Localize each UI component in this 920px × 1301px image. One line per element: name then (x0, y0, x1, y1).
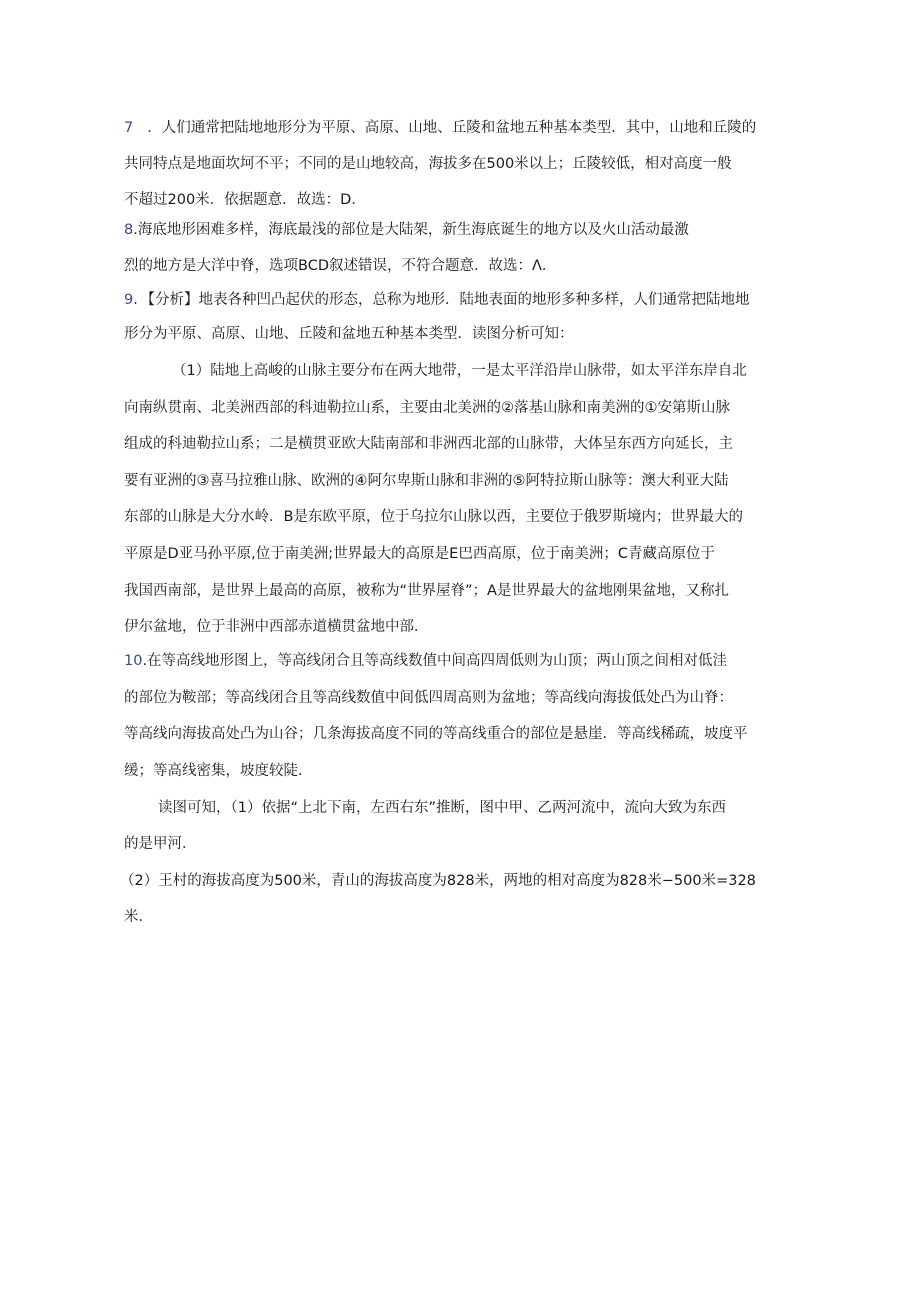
answer-9-line-8: 平原是D亚马孙平原,位于南美洲;世界最大的高原是E巴西高原，位于南美洲；C青藏高原位于 (124, 546, 715, 562)
answer-9-line-9: 我国西南部，是世界上最高的高原，被称为“世界屋脊”；A是世界最大的盆地刚果盆地，又称扎 (124, 583, 729, 599)
answer-7-line-2: 共同特点是地面坎坷不平；不同的是山地较高，海拔多在500米以上；丘陵较低，相对高度一般 (124, 156, 732, 172)
answer-10-number: 10 (124, 653, 143, 669)
answer-9-line-1: 9．【分析】地表各种凹凸起伏的形态，总称为地形．陆地表面的地形多种多样，人们通常把陆地地 (124, 292, 750, 308)
answer-7-number: 7 (124, 120, 134, 136)
answer-8-number: 8 (124, 222, 134, 238)
answer-8-line-1: 8.海底地形困难多样，海底最浅的部位是大陆架，新生海底诞生的地方以及火山活动最激 (124, 222, 689, 238)
answer-7-line-3: 不超过200米．依据题意．故选：D． (124, 192, 366, 208)
answer-10-line-1: 10.在等高线地形图上，等高线闭合且等高线数值中间高四周低则为山顶；两山顶之间相对低洼 (124, 653, 728, 669)
answer-9-line-2: 形分为平原、高原、山地、丘陵和盆地五种基本类型．读图分析可知： (124, 326, 574, 342)
answer-9-line-7: 东部的山脉是大分水岭．B是东欧平原，位于乌拉尔山脉以西，主要位于俄罗斯境内；世界最大的 (124, 509, 743, 525)
answer-10-line-7: （2）王村的海拔高度为500米，青山的海拔高度为828米，两地的相对高度为828米−500米=328 (120, 873, 756, 889)
answer-10-line-5: 读图可知，（1）依据“上北下南，左西右东”推断，图中甲、乙两河流中，流向大致为东西 (158, 800, 726, 816)
answer-9-line-4: 向南纵贯南、北美洲西部的科迪勒拉山系，主要由北美洲的②落基山脉和南美洲的①安第斯山脉 (124, 400, 730, 416)
answer-7-line-1: 7 ．人们通常把陆地地形分为平原、高原、山地、丘陵和盆地五种基本类型．其中，山地和丘陵的 (124, 120, 757, 136)
answer-9-line-6: 要有亚洲的③喜马拉雅山脉、欧洲的④阿尔卑斯山脉和非洲的⑤阿特拉斯山脉等：澳大利亚大陆 (124, 473, 729, 489)
answer-10-line-6: 的是甲河． (124, 836, 197, 852)
answer-9-line-3: （1）陆地上高峻的山脉主要分布在两大地带，一是太平洋沿岸山脉带，如太平洋东岸自北 (172, 363, 747, 379)
answer-10-line-3: 等高线向海拔高处凸为山谷；几条海拔高度不同的等高线重合的部位是悬崖．等高线稀疏，坡度平 (124, 726, 748, 742)
answer-9-number: 9 (124, 292, 134, 308)
answer-10-line-8: 米． (124, 909, 153, 925)
answer-10-line-2: 的部位为鞍部；等高线闭合且等高线数值中间低四周高则为盆地；等高线向海拔低处凸为山脊： (124, 690, 733, 706)
answer-8-line-2: 烈的地方是大洋中脊，选项BCD叙述错误，不符合题意．故选：Λ． (124, 258, 557, 274)
answer-9-line-10: 伊尔盆地，位于非洲中西部赤道横贯盆地中部． (124, 619, 429, 635)
answer-10-line-4: 缓；等高线密集，坡度较陡． (124, 763, 313, 779)
answer-9-line-5: 组成的科迪勒拉山系；二是横贯亚欧大陆南部和非洲西北部的山脉带，大体呈东西方向延长，主 (124, 436, 733, 452)
